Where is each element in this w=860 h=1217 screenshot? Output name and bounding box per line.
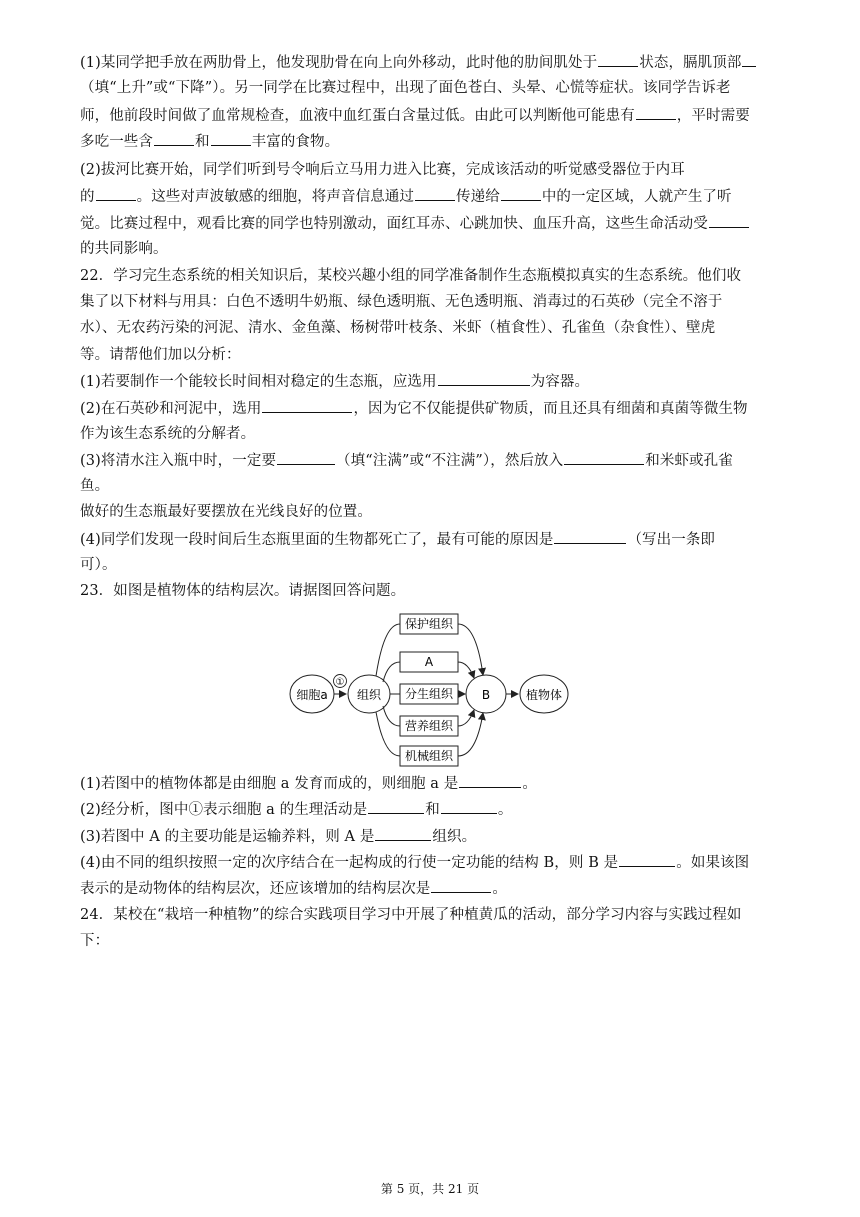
branch-line xyxy=(376,624,400,676)
merge-arrow xyxy=(458,662,474,678)
q22-sub1: (1)若要制作一个能较长时间相对稳定的生态瓶，应选用 为容器。 xyxy=(80,371,589,392)
meristematic-tissue-label: 分生组织 xyxy=(404,687,454,701)
answer-blank[interactable] xyxy=(459,773,521,788)
protective-tissue-label: 保护组织 xyxy=(404,617,454,631)
q21-p1-line3: 师，他前段时间做了血常规检查，血液中血红蛋白含量过低。由此可以判断他可能患有 ，平时需要 xyxy=(80,105,750,126)
answer-blank[interactable] xyxy=(564,450,644,465)
q22-sub2-line1: (2)在石英砂和河泥中，选用 ，因为它不仅能提供矿物质，而且还具有细菌和真菌等微生物 xyxy=(80,398,748,419)
q22-intro-line3: 水）、无农药污染的河泥、清水、金鱼藻、杨树带叶枝条、米虾（植食性）、孔雀鱼（杂食性）、壁虎 xyxy=(80,320,716,336)
mechanical-tissue-label: 机械组织 xyxy=(404,749,454,763)
q21-p2-line1: (2)拔河比赛开始，同学们听到号令响后立马用力进入比赛，完成该活动的听觉感受器位于内耳 xyxy=(80,162,685,178)
step-1-label: ① xyxy=(335,677,345,688)
answer-blank[interactable] xyxy=(501,186,541,201)
q23-sub2: (2)经分析，图中①表示细胞 a 的生理活动是 和 。 xyxy=(80,799,512,820)
answer-blank[interactable] xyxy=(441,799,497,814)
answer-blank[interactable] xyxy=(415,186,455,201)
answer-blank[interactable] xyxy=(619,852,675,867)
page-footer: 第 5 页，共 21 页 xyxy=(380,1182,480,1196)
organ-b-node xyxy=(466,675,506,713)
q22-sub3-line1: (3)将清水注入瓶中时，一定要 （填“注满”或“不注满”），然后放入 和米虾或孔雀 xyxy=(80,450,733,471)
q21-p2-line2: 的 。这些对声波敏感的细胞，将声音信息通过 传递给 中的一定区域，人就产生了听 xyxy=(80,186,732,207)
q23-sub4-line1: (4)由不同的组织按照一定的次序结合在一起构成的行使一定功能的结构 B，则 B 是 。如果该图 xyxy=(80,852,749,873)
q23-title: 23．如图是植物体的结构层次。请据图回答问题。 xyxy=(80,583,406,599)
q23-sub3: (3)若图中 A 的主要功能是运输养料，则 A 是 组织。 xyxy=(80,826,476,847)
answer-blank[interactable] xyxy=(709,213,749,228)
q21-p2-line4: 的共同影响。 xyxy=(80,241,168,257)
q22-sub4-line1: (4)同学们发现一段时间后生态瓶里面的生物都死亡了，最有可能的原因是 （写出一条即 xyxy=(80,529,715,550)
q21-p2-line3: 觉。比赛过程中，观看比赛的同学也特别激动，面红耳赤、心跳加快、血压升高，这些生命活动受 xyxy=(80,213,750,234)
answer-blank[interactable] xyxy=(554,529,626,544)
answer-blank[interactable] xyxy=(636,105,676,120)
answer-blank[interactable] xyxy=(431,878,491,893)
answer-blank[interactable] xyxy=(742,52,756,67)
cell-a-label: 细胞a xyxy=(296,688,328,702)
q24-line2: 下： xyxy=(80,933,110,949)
merge-arrow xyxy=(458,713,483,756)
q21-p1-line1: (1)某同学把手放在两肋骨上，他发现肋骨在向上向外移动，此时他的肋间肌处于 状态，膈肌顶部 xyxy=(80,52,757,73)
answer-blank[interactable] xyxy=(262,398,352,413)
tissue-a-label: A xyxy=(424,655,434,669)
cell-a-node xyxy=(290,675,334,713)
organ-b-label: B xyxy=(481,688,491,702)
q23-sub1: (1)若图中的植物体都是由细胞 a 发育而成的，则细胞 a 是 。 xyxy=(80,773,537,794)
q22-sub2-line2: 作为该生态系统的分解者。 xyxy=(80,426,256,442)
q22-intro-line2: 集了以下材料与用具：白色不透明牛奶瓶、绿色透明瓶、无色透明瓶、消毒过的石英砂（完全不溶于 xyxy=(80,294,723,310)
q22-sub4-line2: 可）。 xyxy=(80,557,117,573)
answer-blank[interactable] xyxy=(368,799,424,814)
branch-line xyxy=(383,662,400,682)
plant-body-node xyxy=(520,675,568,713)
answer-blank[interactable] xyxy=(375,826,431,841)
tissue-label: 组织 xyxy=(356,688,382,702)
q22-intro-line1: 22．学习完生态系统的相关知识后，某校兴趣小组的同学准备制作生态瓶模拟真实的生态系统。他们收 xyxy=(80,268,742,284)
q22-sub3-line2: 鱼。 xyxy=(80,478,110,494)
plant-structure-diagram xyxy=(280,610,580,772)
q22-intro-line4: 等。请帮他们加以分析： xyxy=(80,347,241,363)
nutrient-tissue-label: 营养组织 xyxy=(404,719,454,733)
answer-blank[interactable] xyxy=(277,450,335,465)
branch-line xyxy=(383,706,400,726)
merge-arrow xyxy=(458,710,474,726)
q23-sub4-line2: 表示的是动物体的结构层次，还应该增加的结构层次是 。 xyxy=(80,878,507,899)
answer-blank[interactable] xyxy=(96,186,136,201)
answer-blank[interactable] xyxy=(598,52,638,67)
q24-line1: 24．某校在“栽培一种植物”的综合实践项目学习中开展了种植黄瓜的活动，部分学习内容与实践过程如 xyxy=(80,907,742,923)
answer-blank[interactable] xyxy=(154,131,194,146)
answer-blank[interactable] xyxy=(211,131,251,146)
q21-p1-line4: 多吃一些含 和 丰富的食物。 xyxy=(80,131,339,152)
answer-blank[interactable] xyxy=(438,371,530,386)
q22-sub3-line3: 做好的生态瓶最好要摆放在光线良好的位置。 xyxy=(80,504,372,520)
q21-p1-line2: （填“上升”或“下降”）。另一同学在比赛过程中，出现了面色苍白、头晕、心慌等症状。该同学告诉老 xyxy=(80,80,731,96)
merge-arrow xyxy=(458,624,483,675)
plant-body-label: 植物体 xyxy=(525,688,563,702)
